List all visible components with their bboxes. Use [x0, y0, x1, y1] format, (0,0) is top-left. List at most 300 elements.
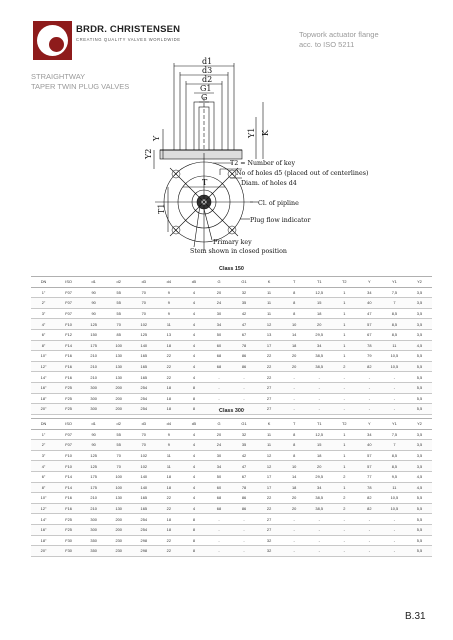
column-header: G1 — [232, 277, 257, 288]
table-cell: 11 — [257, 440, 282, 451]
table-cell: 9 — [156, 298, 181, 309]
table-cell: 8,5 — [382, 461, 407, 472]
table-cell: - — [232, 546, 257, 557]
table-cell: 22 — [156, 372, 181, 383]
table-cell: - — [332, 382, 357, 393]
table-cell: 130 — [106, 351, 131, 362]
table-cell: 10,5 — [382, 503, 407, 514]
table-cell: 57 — [357, 461, 382, 472]
column-header: T2 — [332, 419, 357, 430]
table-cell: 32 — [257, 535, 282, 546]
table-cell: 27 — [257, 524, 282, 535]
table-cell: 130 — [106, 503, 131, 514]
column-header: d5 — [181, 277, 206, 288]
table-cell: 18 — [156, 404, 181, 415]
table-cell: 55 — [106, 298, 131, 309]
dim-g: G — [201, 93, 208, 102]
table-cell: 3,5 — [407, 450, 432, 461]
table-cell: - — [332, 546, 357, 557]
dim-d2: d2 — [202, 75, 213, 84]
table-cell: 5,5 — [407, 393, 432, 404]
brand-logo — [33, 21, 72, 60]
table-cell: 78 — [357, 482, 382, 493]
table-cell: 230 — [106, 546, 131, 557]
table-cell: 22 — [156, 503, 181, 514]
table-cell: 8 — [181, 524, 206, 535]
callout-primary-key: Primary key — [213, 239, 252, 246]
table-cell: 22 — [257, 503, 282, 514]
table-cell: 11 — [156, 461, 181, 472]
table-cell: 55 — [106, 287, 131, 298]
table-cell: 300 — [81, 393, 106, 404]
table-cell: - — [282, 372, 307, 383]
table-cell: 35 — [232, 298, 257, 309]
table-cell: 230 — [106, 535, 131, 546]
table-cell: 10" — [31, 493, 56, 504]
table-cell: 4 — [181, 298, 206, 309]
table-cell: F07 — [56, 440, 81, 451]
table-cell: 12,5 — [307, 287, 332, 298]
table-cell: 8" — [31, 340, 56, 351]
table-cell: 9 — [156, 429, 181, 440]
table-cell: 102 — [131, 450, 156, 461]
table-cell: - — [382, 382, 407, 393]
table-cell: F16 — [56, 372, 81, 383]
table-cell: 12" — [31, 503, 56, 514]
table-cell: 1 — [332, 351, 357, 362]
table-cell: 5,5 — [407, 514, 432, 525]
table-cell: 22 — [156, 493, 181, 504]
table-cell: 5,5 — [407, 404, 432, 415]
table-cell: - — [282, 404, 307, 415]
dim-t: T — [202, 178, 208, 187]
table-cell: 32 — [232, 429, 257, 440]
table-cell: 68 — [206, 493, 231, 504]
table-cell: 165 — [131, 351, 156, 362]
table-cell: 10" — [31, 351, 56, 362]
table-cell: F14 — [56, 482, 81, 493]
table-cell: 10 — [282, 319, 307, 330]
table-cell: 70 — [131, 440, 156, 451]
table-row — [31, 382, 432, 393]
table-cell: 78 — [357, 340, 382, 351]
table-cell: 4 — [181, 429, 206, 440]
table-cell: F25 — [56, 382, 81, 393]
table-cell: 298 — [131, 535, 156, 546]
table-cell: 3,5 — [407, 308, 432, 319]
table-cell: 8,5 — [382, 450, 407, 461]
callout-holes: No of holes d5 (placed out of centerlines) — [236, 170, 369, 177]
table-cell: 1 — [332, 287, 357, 298]
table-cell: - — [357, 404, 382, 415]
table-cell: 27 — [257, 514, 282, 525]
table-cell: - — [357, 393, 382, 404]
table-cell: 210 — [81, 351, 106, 362]
table-cell: 1 — [332, 340, 357, 351]
table-cell: 8 — [282, 429, 307, 440]
table-cell: 11 — [156, 450, 181, 461]
table-cell: 14 — [282, 471, 307, 482]
table-cell: 27 — [257, 404, 282, 415]
table-cell: 4 — [181, 361, 206, 372]
dim-t1: T1 — [157, 203, 166, 214]
table-cell: 4 — [181, 351, 206, 362]
table-cell: 2" — [31, 440, 56, 451]
table-cell: 18 — [282, 340, 307, 351]
table-cell: 22 — [156, 361, 181, 372]
table-cell: 5,5 — [407, 351, 432, 362]
table-cell: - — [232, 372, 257, 383]
table-cell: 200 — [106, 404, 131, 415]
table-cell: 3,5 — [407, 440, 432, 451]
table-cell: - — [357, 382, 382, 393]
table-cell: 3,5 — [407, 329, 432, 340]
column-header: d2 — [106, 419, 131, 430]
table-cell: - — [332, 514, 357, 525]
column-header: d4 — [156, 277, 181, 288]
table-cell: 7 — [382, 440, 407, 451]
table-cell: 20" — [31, 404, 56, 415]
table-cell: 34 — [357, 287, 382, 298]
table-cell: 4 — [181, 493, 206, 504]
table-cell: 86 — [232, 351, 257, 362]
table-cell: - — [357, 535, 382, 546]
table-cell: 5,5 — [407, 503, 432, 514]
table-cell: 300 — [81, 382, 106, 393]
table-row — [31, 535, 432, 546]
table-cell: 125 — [131, 329, 156, 340]
column-header: d4 — [156, 419, 181, 430]
table-cell: - — [232, 382, 257, 393]
table-cell: 12 — [257, 450, 282, 461]
dim-d1: d1 — [202, 57, 213, 66]
table-cell: - — [382, 535, 407, 546]
class150-title: Class 150 — [219, 266, 244, 272]
table-cell: 34 — [307, 340, 332, 351]
table-cell: F25 — [56, 514, 81, 525]
table-cell: 10,5 — [382, 361, 407, 372]
table-row — [31, 429, 432, 440]
table-cell: F07 — [56, 429, 81, 440]
table-cell: F30 — [56, 535, 81, 546]
column-header: T1 — [307, 419, 332, 430]
table-cell: 1 — [332, 429, 357, 440]
table-cell: 18 — [156, 514, 181, 525]
header-right-line1: Topwork actuator flange — [299, 30, 379, 39]
table-cell: 300 — [81, 514, 106, 525]
table-cell: - — [206, 382, 231, 393]
table-row — [31, 461, 432, 472]
column-header: T1 — [307, 277, 332, 288]
table-cell: 86 — [232, 503, 257, 514]
table-cell: 210 — [81, 503, 106, 514]
table-cell: - — [282, 382, 307, 393]
table-cell: 8 — [282, 308, 307, 319]
table-cell: 20 — [206, 429, 231, 440]
table-cell: 200 — [106, 393, 131, 404]
table-cell: 100 — [106, 340, 131, 351]
table-cell: 140 — [131, 340, 156, 351]
table-cell: - — [307, 393, 332, 404]
table-cell: 1 — [332, 329, 357, 340]
table-cell: 200 — [106, 524, 131, 535]
table-cell: 60 — [206, 340, 231, 351]
table-cell: 67 — [232, 471, 257, 482]
table-cell: - — [307, 535, 332, 546]
table-cell: 20 — [206, 287, 231, 298]
table-cell: 254 — [131, 393, 156, 404]
table-cell: 125 — [81, 450, 106, 461]
table-cell: - — [232, 514, 257, 525]
table-row — [31, 393, 432, 404]
column-header: Y2 — [407, 277, 432, 288]
table-cell: - — [206, 393, 231, 404]
table-cell: 350 — [81, 546, 106, 557]
table-cell: 34 — [206, 319, 231, 330]
table-cell: 67 — [232, 329, 257, 340]
table-cell: 5,5 — [407, 493, 432, 504]
table-cell: 6" — [31, 329, 56, 340]
table-cell: 8 — [282, 298, 307, 309]
table-cell: 70 — [131, 298, 156, 309]
table-row — [31, 450, 432, 461]
table-cell: - — [382, 524, 407, 535]
table-cell: F14 — [56, 471, 81, 482]
table-cell: 4" — [31, 319, 56, 330]
table-cell: F12 — [56, 329, 81, 340]
table-cell: 20 — [307, 319, 332, 330]
table-cell: 77 — [357, 471, 382, 482]
table-cell: - — [282, 514, 307, 525]
table-cell: 8 — [282, 450, 307, 461]
table-cell: 5,5 — [407, 372, 432, 383]
column-header: d1 — [81, 419, 106, 430]
table-cell: 18 — [156, 340, 181, 351]
table-cell: 3,5 — [407, 319, 432, 330]
table-cell: 7 — [382, 298, 407, 309]
column-header: ISO — [56, 419, 81, 430]
table-cell: F16 — [56, 351, 81, 362]
table-cell: - — [332, 535, 357, 546]
table-cell: 175 — [81, 471, 106, 482]
table-cell: 20 — [282, 351, 307, 362]
table-row — [31, 546, 432, 557]
table-cell: 254 — [131, 404, 156, 415]
table-cell: 70 — [131, 429, 156, 440]
table-cell: 8 — [181, 393, 206, 404]
table-cell: 12" — [31, 361, 56, 372]
table-cell: 57 — [357, 319, 382, 330]
class150-table — [31, 276, 432, 415]
table-row — [31, 493, 432, 504]
table-cell: 8 — [181, 514, 206, 525]
table-cell: 82 — [357, 493, 382, 504]
table-row — [31, 319, 432, 330]
table-cell: 90 — [81, 429, 106, 440]
table-cell: 4 — [181, 482, 206, 493]
table-cell: 125 — [81, 461, 106, 472]
table-cell: 8 — [181, 546, 206, 557]
table-cell: 85 — [106, 329, 131, 340]
column-header: G — [206, 419, 231, 430]
table-cell: 5,5 — [407, 524, 432, 535]
dim-d3: d3 — [202, 66, 213, 75]
table-cell: 32 — [232, 287, 257, 298]
table-cell: 7,5 — [382, 287, 407, 298]
column-header: Y1 — [382, 419, 407, 430]
table-cell: - — [307, 382, 332, 393]
table-cell: - — [382, 546, 407, 557]
column-header: T — [282, 419, 307, 430]
table-cell: F25 — [56, 524, 81, 535]
table-cell: 68 — [206, 351, 231, 362]
class300-title: Class 300 — [219, 408, 244, 414]
table-cell: 4,5 — [407, 471, 432, 482]
table-cell: F14 — [56, 340, 81, 351]
column-header: ISO — [56, 277, 81, 288]
table-cell: 300 — [81, 404, 106, 415]
table-cell: 11 — [257, 429, 282, 440]
table-row — [31, 351, 432, 362]
table-cell: 12 — [257, 461, 282, 472]
table-cell: 1 — [332, 461, 357, 472]
dim-y1: Y1 — [247, 127, 256, 138]
table-cell: - — [332, 404, 357, 415]
table-cell: 6" — [31, 471, 56, 482]
table-cell: - — [307, 404, 332, 415]
table-cell: 9 — [156, 308, 181, 319]
table-cell: 102 — [131, 319, 156, 330]
table-cell: 82 — [357, 503, 382, 514]
callout-plug-indicator: Plug flow indicator — [250, 217, 311, 224]
column-header: G1 — [232, 419, 257, 430]
table-cell: 8 — [181, 535, 206, 546]
column-header: DN — [31, 419, 56, 430]
table-cell: 5,5 — [407, 382, 432, 393]
table-cell: - — [382, 393, 407, 404]
table-cell: 16" — [31, 382, 56, 393]
table-cell: 2 — [332, 471, 357, 482]
table-cell: 200 — [106, 514, 131, 525]
table-cell: 10,5 — [382, 351, 407, 362]
header-right — [299, 30, 379, 50]
table-cell: 18" — [31, 393, 56, 404]
table-cell: 11 — [156, 319, 181, 330]
table-row — [31, 482, 432, 493]
table-cell: 70 — [106, 319, 131, 330]
table-cell: 130 — [106, 493, 131, 504]
table-cell: 8 — [282, 440, 307, 451]
column-header: Y2 — [407, 419, 432, 430]
table-cell: 1 — [332, 440, 357, 451]
table-cell: 4 — [181, 340, 206, 351]
table-cell: 18 — [156, 382, 181, 393]
table-cell: 130 — [106, 372, 131, 383]
table-cell: 47 — [357, 308, 382, 319]
table-cell: 4,5 — [407, 340, 432, 351]
table-cell: 12,5 — [307, 429, 332, 440]
table-cell: 254 — [131, 514, 156, 525]
table-cell: 165 — [131, 503, 156, 514]
table-cell: 17 — [257, 471, 282, 482]
table-cell: 70 — [131, 287, 156, 298]
table-row — [31, 503, 432, 514]
table-cell: 10,5 — [382, 493, 407, 504]
table-cell: 4 — [181, 287, 206, 298]
table-cell: - — [232, 535, 257, 546]
table-cell: 200 — [106, 382, 131, 393]
table-cell: 1 — [332, 298, 357, 309]
table-cell: 300 — [81, 524, 106, 535]
table-cell: F10 — [56, 450, 81, 461]
column-header: Y — [357, 419, 382, 430]
table-cell: 22 — [156, 351, 181, 362]
table-cell: F16 — [56, 503, 81, 514]
table-cell: 27 — [257, 393, 282, 404]
table-cell: 3,5 — [407, 461, 432, 472]
table-cell: 47 — [232, 461, 257, 472]
brand-name: BRDR. CHRISTENSEN — [76, 24, 181, 35]
table-cell: 100 — [106, 482, 131, 493]
table-cell: 4 — [181, 503, 206, 514]
table-cell: 38,5 — [307, 361, 332, 372]
table-cell: 175 — [81, 340, 106, 351]
table-cell: 18 — [156, 482, 181, 493]
table-cell: 210 — [81, 493, 106, 504]
table-cell: 18 — [307, 308, 332, 319]
table-cell: 32 — [257, 546, 282, 557]
column-header: DN — [31, 277, 56, 288]
table-cell: 14 — [282, 329, 307, 340]
table-cell: - — [357, 514, 382, 525]
table-cell: 15 — [307, 298, 332, 309]
table-cell: 5,5 — [407, 535, 432, 546]
table-cell: 8,5 — [382, 319, 407, 330]
table-cell: 8 — [282, 287, 307, 298]
table-cell: - — [332, 524, 357, 535]
table-cell: 1 — [332, 308, 357, 319]
table-cell: 4,5 — [407, 482, 432, 493]
table-cell: 14" — [31, 514, 56, 525]
table-cell: - — [307, 372, 332, 383]
table-cell: 11 — [382, 482, 407, 493]
table-cell: 18 — [156, 471, 181, 482]
table-cell: 20 — [282, 361, 307, 372]
table-cell: 22 — [257, 351, 282, 362]
table-cell: - — [332, 393, 357, 404]
table-cell: 17 — [257, 482, 282, 493]
table-cell: - — [357, 546, 382, 557]
table-cell: 78 — [232, 340, 257, 351]
table-cell: 4 — [181, 440, 206, 451]
table-cell: 68 — [206, 361, 231, 372]
table-row — [31, 514, 432, 525]
table-row — [31, 329, 432, 340]
table-cell: 55 — [106, 308, 131, 319]
table-cell: 55 — [106, 440, 131, 451]
table-cell: 67 — [357, 329, 382, 340]
table-cell: 298 — [131, 546, 156, 557]
table-cell: 1" — [31, 429, 56, 440]
table-cell: 27 — [257, 382, 282, 393]
table-cell: 165 — [131, 372, 156, 383]
table-row — [31, 524, 432, 535]
dim-y: Y — [152, 135, 161, 141]
table-cell: F07 — [56, 298, 81, 309]
table-cell: 15 — [307, 440, 332, 451]
table-cell: 34 — [307, 482, 332, 493]
table-cell: 86 — [232, 493, 257, 504]
